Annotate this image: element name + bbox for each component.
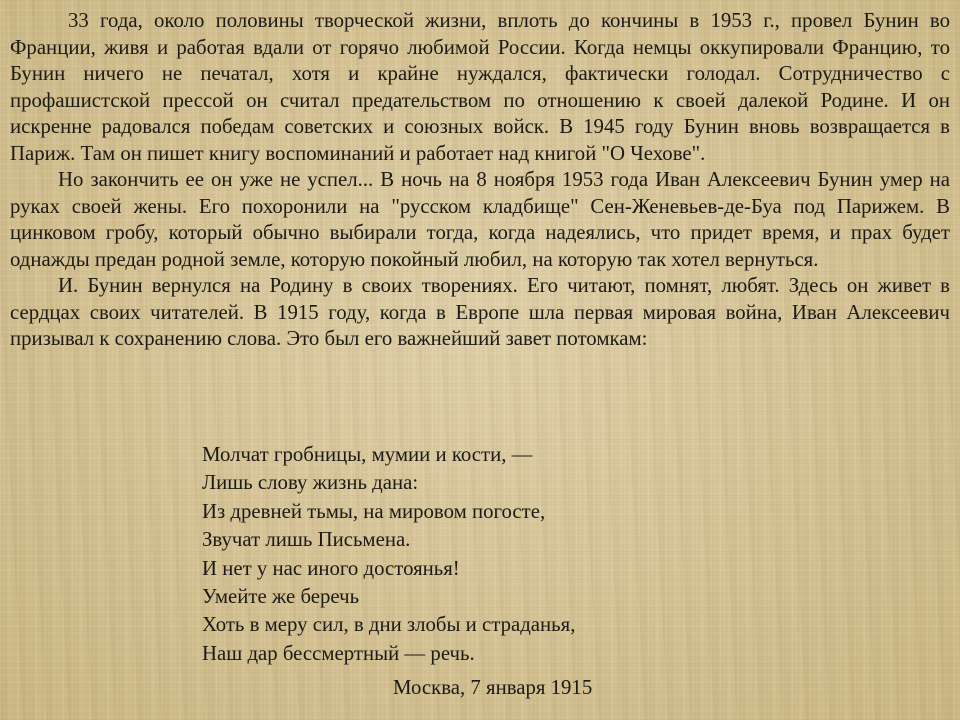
paragraph-death: Но закончить ее он уже не успел... В ночь на 8 ноября 1953 года Иван Алексеевич Бунин умер на руках своей жены. Его похоронили на "русском кладбище" Сен-Женевьев-де-Буа под Парижем. В цинковом гробу, который обычно выбирали тогда, когда надеялись, что придет время, и прах будет однажды предан родной земле, которую покойный любил, на которую так хотел вернуться.: [10, 168, 950, 271]
poem-line: Молчат гробницы, мумии и кости, —: [202, 443, 533, 466]
poem-line: Звучат лишь Письмена.: [202, 528, 411, 552]
poem-line: И нет у нас иного достоянья!: [202, 556, 460, 580]
poem-line: Из древней тьмы, на мировом погосте,: [202, 499, 546, 523]
poem-signature: Москва, 7 января 1915: [393, 676, 593, 699]
paragraph-legacy: И. Бунин вернулся на Родину в своих творениях. Его читают, помнят, любят. Здесь он живет в сердцах своих читателей. В 1915 году, когда в Европе шла первая мировая война, Иван Алексеевич призывал к сохранению слова. Это был его важнейший завет потомкам:: [10, 274, 950, 350]
paragraph-emigration: 33 года, около половины творческой жизни, вплоть до кончины в 1953 г., провел Бунин во Франции, живя и работая вдали от горячо любимой России. Когда немцы оккупировали Францию, то Бунин ничего не печатал, хотя и крайне нуждался, фактически голодал. Сотрудничество с профашистской прессой он считал предательством по отношению к своей далекой Родине. И он искренне радовался победам советских и союзных войск. В 1945 году Бунин вновь возвращается в Париж. Там он пишет книгу воспоминаний и работает над книгой "О Чехове".: [10, 9, 950, 165]
poem-line: Хоть в меру сил, в дни злобы и страданья,: [202, 613, 576, 637]
poem: [202, 441, 802, 668]
poem-line: Наш дар бессмертный — речь.: [202, 641, 475, 665]
poem-line: Лишь слову жизнь дана:: [202, 471, 419, 495]
poem-line: Умейте же беречь: [202, 585, 360, 609]
article-text: [10, 8, 950, 353]
